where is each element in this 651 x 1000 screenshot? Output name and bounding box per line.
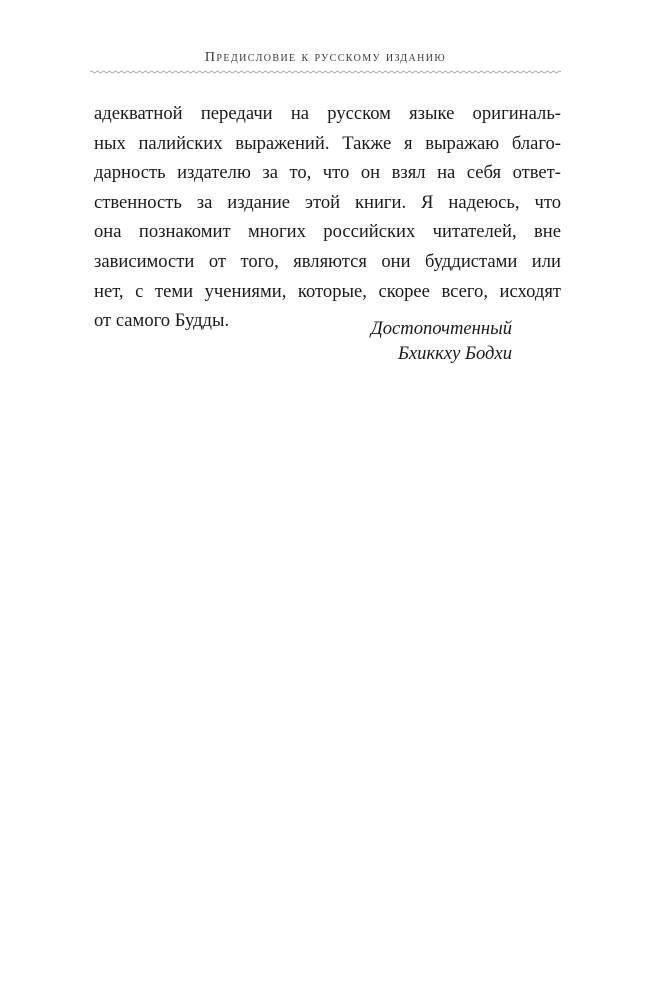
text-line: ных палийских выражений. Также я выражаю благо- xyxy=(94,132,561,154)
signature-title: Достопочтенный xyxy=(370,318,512,339)
text-line: она познакомит многих российских читателей, вне xyxy=(94,221,561,243)
text-line: нет, с теми учениями, которые, скорее всего, исходят xyxy=(94,280,561,302)
signature-block xyxy=(300,316,512,366)
text-line: зависимости от того, являются они буддистами или xyxy=(94,250,561,272)
text-line: ственность за издание этой книги. Я надеюсь, что xyxy=(94,191,561,213)
text-line: дарность издателю за то, что он взял на себя ответ- xyxy=(94,162,561,184)
text-line: адекватной передачи на русском языке оригиналь- xyxy=(94,103,561,124)
text-line: от самого Будды. xyxy=(94,310,230,332)
header-rule xyxy=(90,69,561,75)
running-header: Предисловие к русскому изданию xyxy=(204,50,447,65)
body-paragraph xyxy=(94,99,561,336)
signature-name: Бхиккху Бодхи xyxy=(397,343,512,364)
